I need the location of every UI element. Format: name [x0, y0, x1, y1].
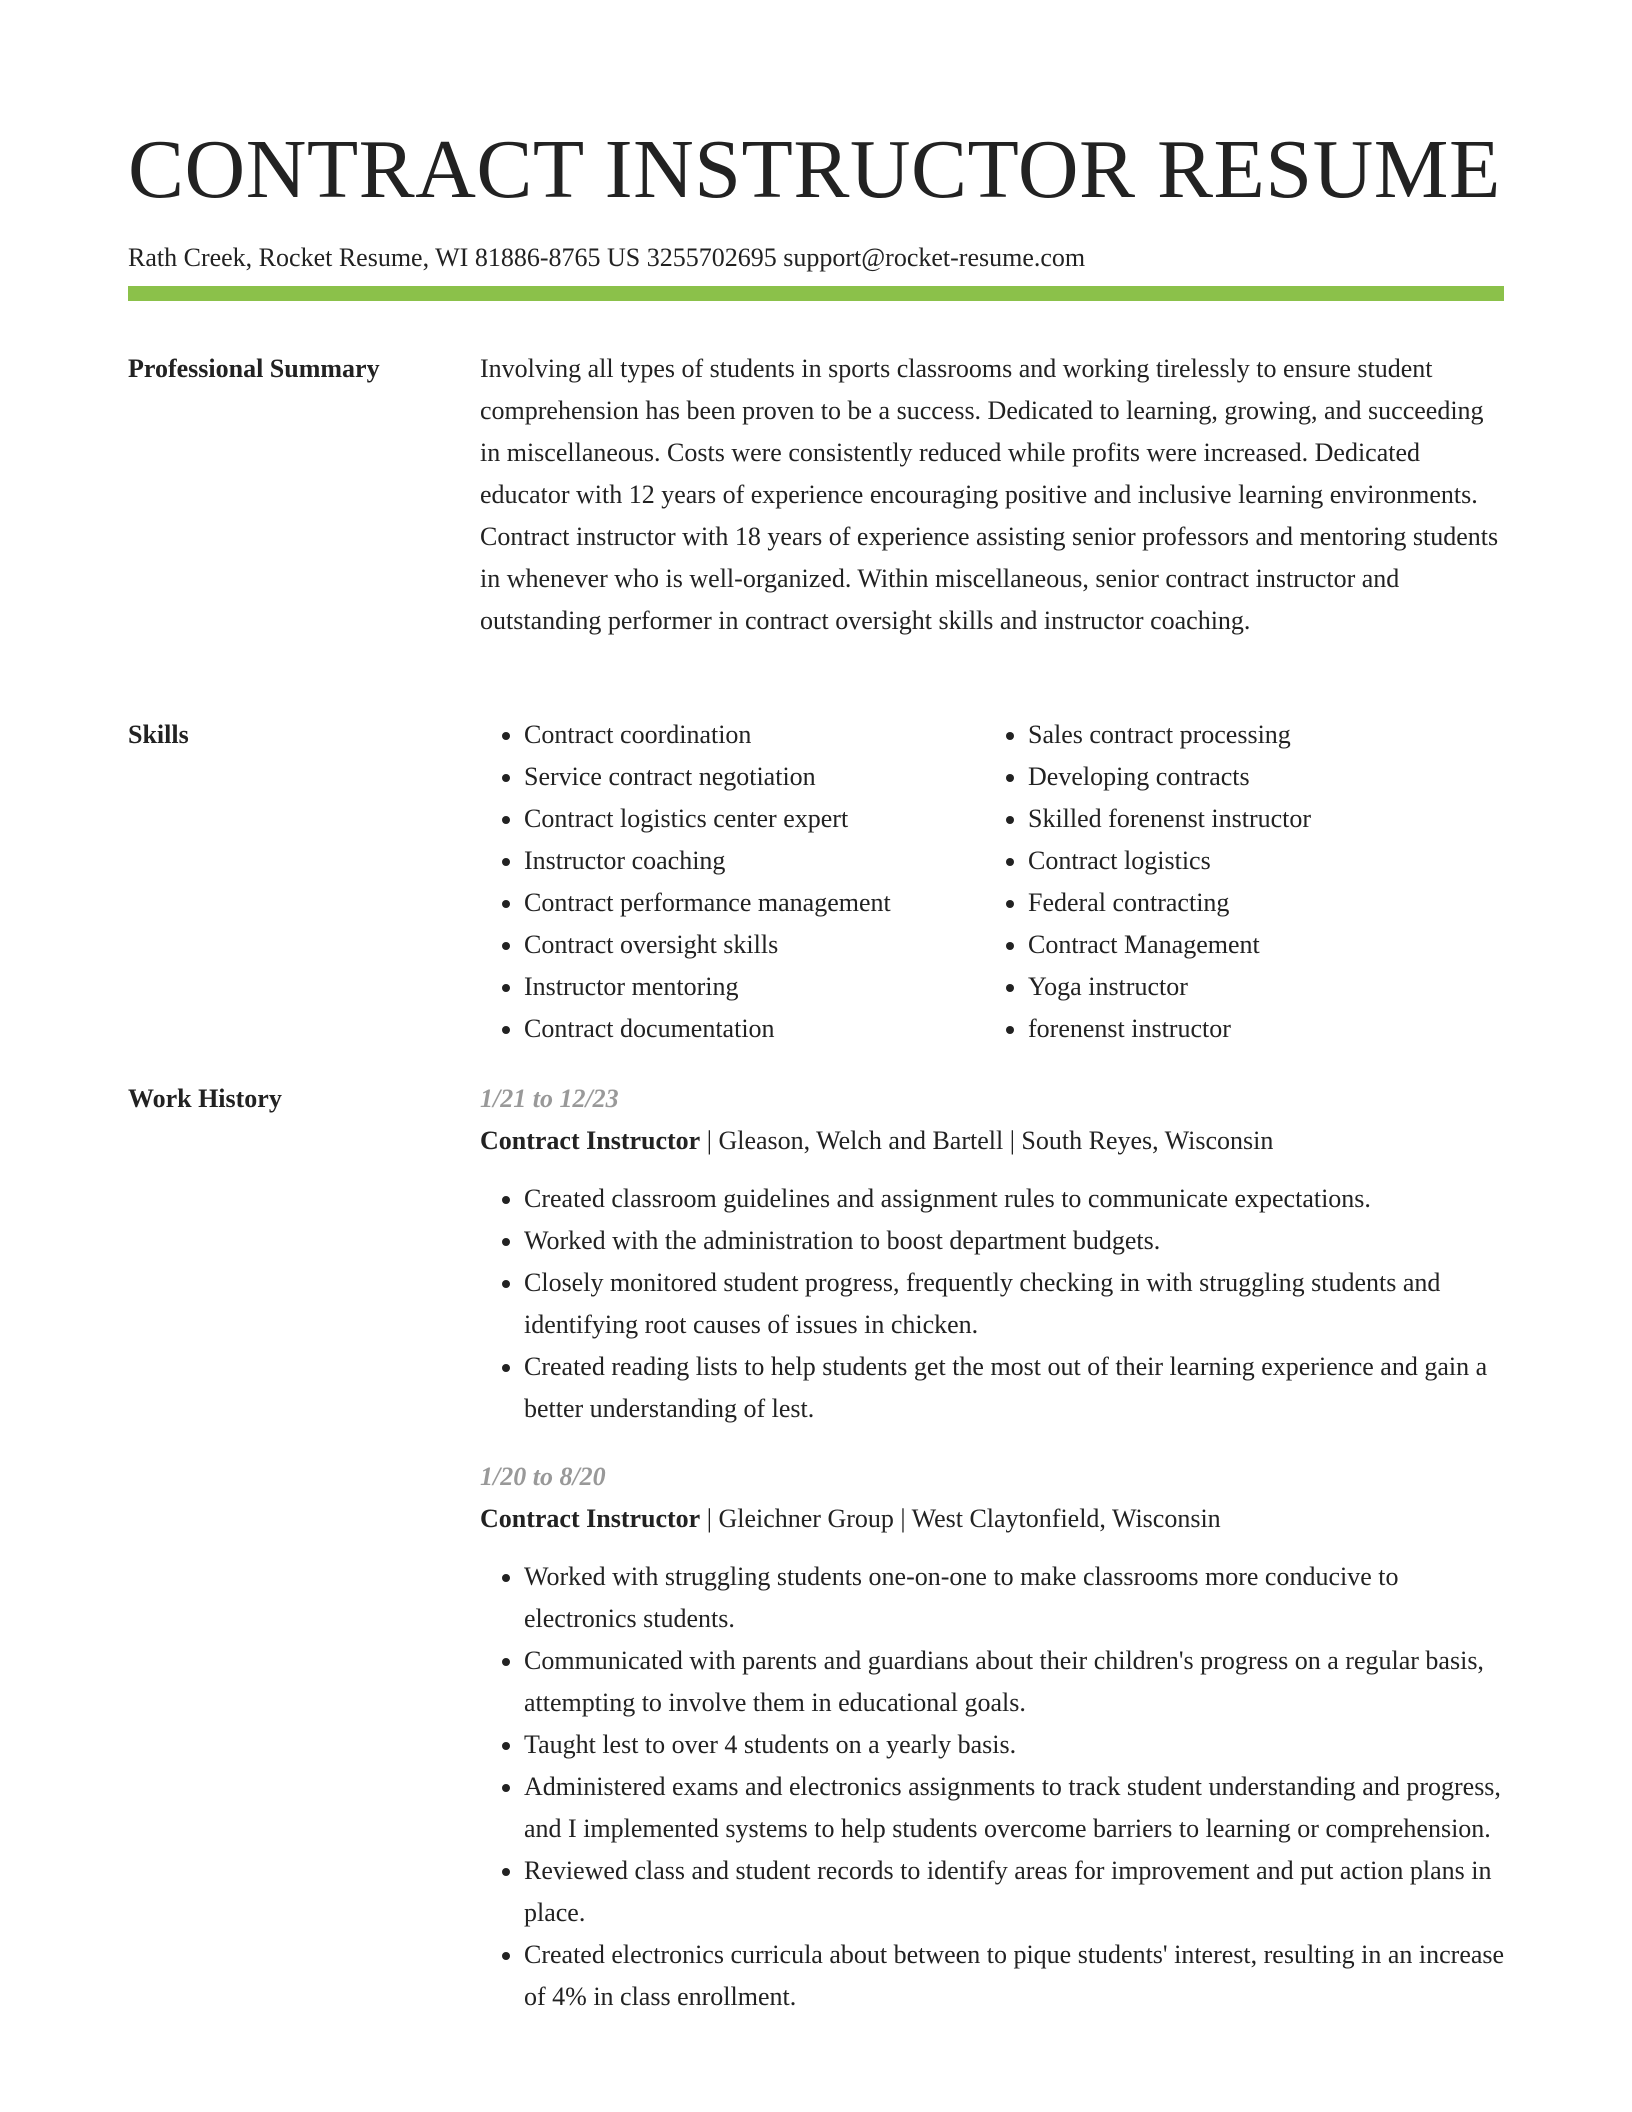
job-bullet: • Communicated with parents and guardians about their children's progress on a regular basis, attempting to involve them in educational goals. [524, 1640, 1510, 1724]
job-employer-location: | Gleichner Group | West Claytonfield, Wisconsin [700, 1504, 1221, 1533]
skills-content [480, 714, 1510, 1050]
skill-item: • Yoga instructor [1028, 966, 1508, 1008]
skill-item: • Federal contracting [1028, 882, 1508, 924]
job-bullet: • Taught lest to over 4 students on a yearly basis. [524, 1724, 1510, 1766]
work-history-content [480, 1078, 1510, 2044]
job-bullet: • Administered exams and electronics assignments to track student understanding and progress, and I implemented systems to help students overcome barriers to learning or comprehension. [524, 1766, 1510, 1850]
skill-item: • Service contract negotiation [524, 756, 984, 798]
work-history-label: Work History [128, 1084, 282, 1113]
skill-item: • Contract documentation [524, 1008, 984, 1050]
skill-item: • Developing contracts [1028, 756, 1508, 798]
summary-label: Professional Summary [128, 354, 380, 383]
job-title-line [480, 1120, 1510, 1162]
skill-item: • Contract performance management [524, 882, 984, 924]
job-bullet: • Worked with struggling students one-on-one to make classrooms more conducive to electronics students. [524, 1556, 1510, 1640]
job-bullet: • Worked with the administration to boost department budgets. [524, 1220, 1510, 1262]
job-bullet: • Closely monitored student progress, frequently checking in with struggling students and identifying root causes of issues in chicken. [524, 1262, 1510, 1346]
job-bullets [480, 1178, 1510, 1430]
job-dates: 1/20 to 8/20 [480, 1462, 606, 1491]
resume-header [128, 120, 1504, 276]
skill-item: • Contract logistics [1028, 840, 1508, 882]
job-dates: 1/21 to 12/23 [480, 1084, 619, 1113]
contact-info: Rath Creek, Rocket Resume, WI 81886-8765 US 3255702695 support@rocket-resume.com [128, 243, 1086, 272]
header-divider [128, 286, 1504, 301]
job-bullet: • Created classroom guidelines and assignment rules to communicate expectations. [524, 1178, 1510, 1220]
summary-text: Involving all types of students in sports classrooms and working tirelessly to ensure student comprehension has been proven to be a success. Dedicated to learning, growing, and succeeding in miscellaneous. Costs were consistently reduced while profits were increased. Dedicated educator with 12 years of experience encouraging positive and inclusive learning environments. Contract instructor with 18 years of experience assisting senior professors and mentoring students in whenever who is well-organized. Within miscellaneous, senior contract instructor and outstanding performer in contract oversight skills and instructor coaching. [480, 354, 1499, 635]
skill-item: • forenenst instructor [1028, 1008, 1508, 1050]
skill-item: • Skilled forenenst instructor [1028, 798, 1508, 840]
skills-list-right [984, 714, 1508, 1050]
skills-label: Skills [128, 720, 189, 749]
job-bullets [480, 1556, 1510, 2018]
skill-item: • Contract Management [1028, 924, 1508, 966]
skill-item: • Contract coordination [524, 714, 984, 756]
skills-columns [480, 714, 1510, 1050]
job-employer-location: | Gleason, Welch and Bartell | South Reyes, Wisconsin [700, 1126, 1274, 1155]
job-bullet: • Created electronics curricula about between to pique students' interest, resulting in an increase of 4% in class enrollment. [524, 1934, 1510, 2018]
skill-item: • Instructor mentoring [524, 966, 984, 1008]
summary-content [480, 348, 1510, 642]
skill-item: • Sales contract processing [1028, 714, 1508, 756]
skill-item: • Contract logistics center expert [524, 798, 984, 840]
resume-title: CONTRACT INSTRUCTOR RESUME [128, 123, 1501, 216]
job-bullet: • Reviewed class and student records to identify areas for improvement and put action plans in place. [524, 1850, 1510, 1934]
job-title: Contract Instructor [480, 1504, 701, 1533]
job-entry [480, 1078, 1510, 1430]
job-bullet: • Created reading lists to help students get the most out of their learning experience and gain a better understanding of lest. [524, 1346, 1510, 1430]
job-entry [480, 1456, 1510, 2018]
skills-list-left [480, 714, 984, 1050]
job-title: Contract Instructor [480, 1126, 701, 1155]
skill-item: • Contract oversight skills [524, 924, 984, 966]
job-title-line [480, 1498, 1510, 1540]
skill-item: • Instructor coaching [524, 840, 984, 882]
